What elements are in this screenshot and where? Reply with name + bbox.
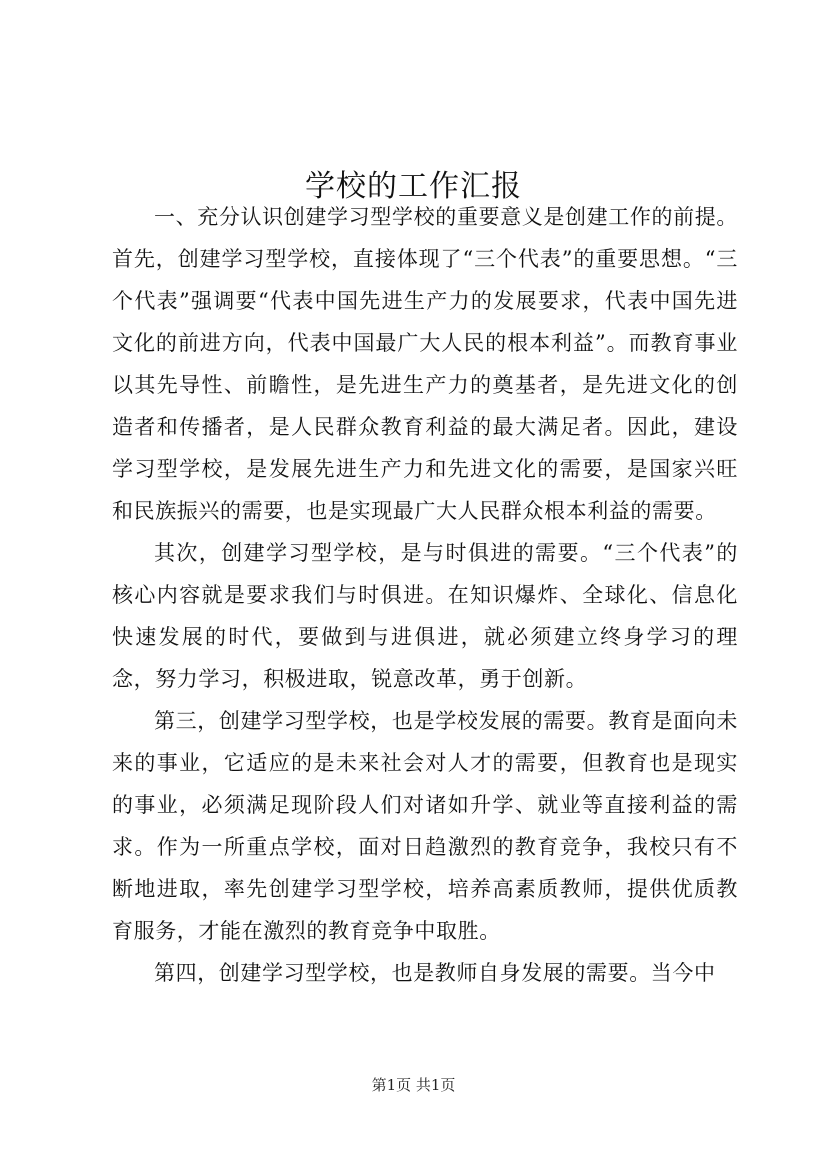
paragraph-4: 第四，创建学习型学校，也是教师自身发展的需要。当今中 — [154, 961, 716, 985]
paragraph-3: 第三，创建学习型学校，也是学校发展的需要。教育是面向未来的事业，它适应的是未来社会对人才的需要，但教育也是现实的事业，必须满足现阶段人们对诸如升学、就业等直接利益的需求。作为一所重点学校，面对日趋激烈的教育竞争，我校只有不断地进取，率先创建学习型学校，培养高素质教师，提供优质教育服务，才能在激烈的教育竞争中取胜。 — [112, 709, 738, 943]
paragraph-1: 一、充分认识创建学习型学校的重要意义是创建工作的前提。首先，创建学习型学校，直接体现了“三个代表”的重要思想。“三个代表”强调要“代表中国先进生产力的发展要求，代表中国先进文化的前进方向，代表中国最广大人民的根本利益”。而教育事业以其先导性、前瞻性，是先进生产力的奠基者，是先进文化的创造者和传播者，是人民群众教育利益的最大满足者。因此，建设学习型学校，是发展先进生产力和先进文化的需要，是国家兴旺和民族振兴的需要，也是实现最广大人民群众根本利益的需要。 — [112, 205, 738, 523]
document-body — [112, 196, 738, 994]
paragraph-2: 其次，创建学习型学校，是与时俱进的需要。“三个代表”的核心内容就是要求我们与时俱进。在知识爆炸、全球化、信息化快速发展的时代，要做到与进俱进，就必须建立终身学习的理念，努力学习，积极进取，锐意改革，勇于创新。 — [112, 541, 738, 691]
page-number-footer: 第1页 共1页 — [371, 1076, 456, 1094]
document-title: 学校的工作汇报 — [305, 169, 522, 205]
